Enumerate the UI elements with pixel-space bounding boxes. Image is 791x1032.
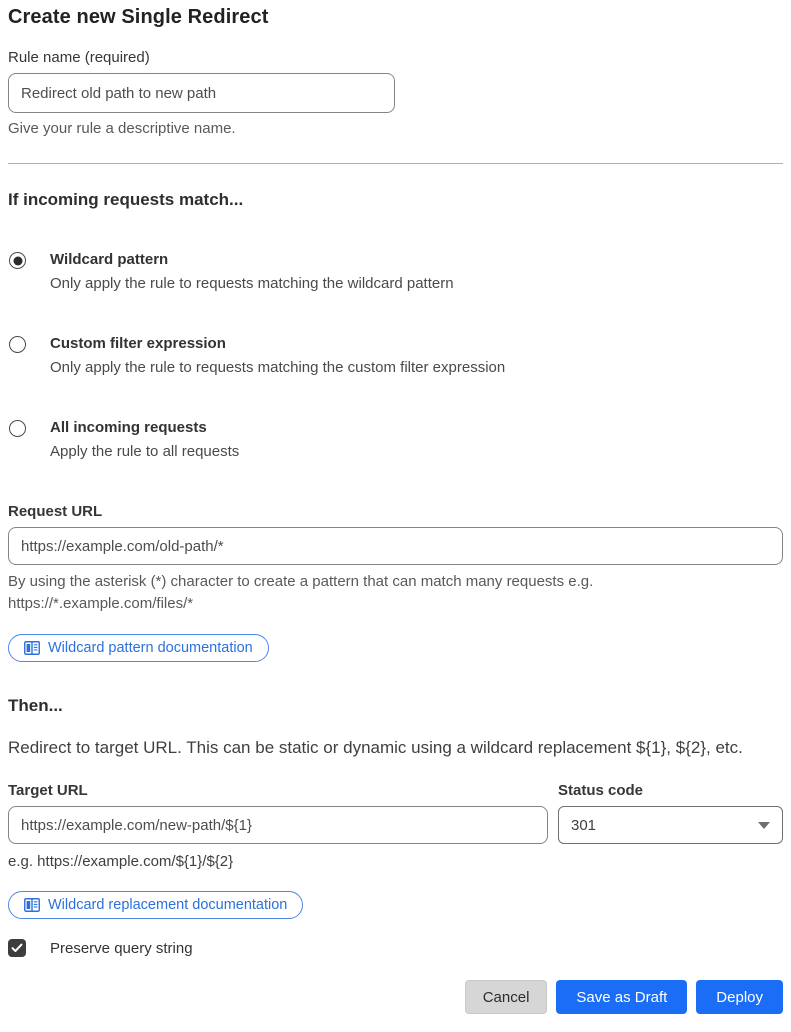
radio-description: Only apply the rule to requests matching the wildcard pattern bbox=[50, 275, 454, 292]
rule-name-help: Give your rule a descriptive name. bbox=[8, 120, 236, 137]
radio-description: Only apply the rule to requests matching the custom filter expression bbox=[50, 359, 506, 376]
target-url-input[interactable] bbox=[8, 806, 548, 844]
wildcard-pattern-docs-button[interactable] bbox=[8, 634, 269, 662]
radio-option-wildcard-pattern[interactable] bbox=[8, 250, 783, 293]
deploy-button[interactable]: Deploy bbox=[696, 980, 783, 1014]
then-description: Redirect to target URL. This can be static or dynamic using a wildcard replacement ${1}, ${2}, etc. bbox=[8, 738, 743, 757]
status-code-label: Status code bbox=[558, 782, 644, 799]
radio-option-custom-filter-expression[interactable] bbox=[8, 334, 783, 377]
save-as-draft-button[interactable]: Save as Draft bbox=[556, 980, 687, 1014]
book-icon bbox=[24, 898, 40, 912]
doc-button-label: Wildcard pattern documentation bbox=[48, 640, 253, 656]
preserve-query-string-label: Preserve query string bbox=[50, 939, 193, 957]
target-url-label: Target URL bbox=[8, 782, 88, 799]
status-code-select[interactable] bbox=[558, 806, 783, 844]
rule-name-label: Rule name (required) bbox=[8, 49, 150, 66]
request-url-label: Request URL bbox=[8, 503, 103, 520]
radio-selected-icon[interactable] bbox=[9, 252, 26, 269]
rule-name-input[interactable] bbox=[8, 73, 395, 113]
radio-description: Apply the rule to all requests bbox=[50, 443, 240, 460]
doc-button-label: Wildcard replacement documentation bbox=[48, 897, 288, 913]
page-title: Create new Single Redirect bbox=[8, 6, 269, 28]
radio-label: All incoming requests bbox=[50, 419, 207, 436]
request-url-help bbox=[8, 571, 783, 615]
radio-unselected-icon[interactable] bbox=[9, 420, 26, 437]
then-section-heading: Then... bbox=[8, 696, 63, 715]
request-url-help-line1: By using the asterisk (*) character to create a pattern that can match many requests e.g. bbox=[8, 573, 594, 590]
radio-unselected-icon[interactable] bbox=[9, 336, 26, 353]
match-section-heading: If incoming requests match... bbox=[8, 190, 244, 209]
book-icon bbox=[24, 641, 40, 655]
request-url-input[interactable] bbox=[8, 527, 783, 565]
cancel-button[interactable]: Cancel bbox=[465, 980, 548, 1014]
section-divider bbox=[8, 163, 783, 164]
radio-option-all-incoming-requests[interactable] bbox=[8, 418, 783, 461]
wildcard-replacement-docs-button[interactable] bbox=[8, 891, 303, 919]
status-code-value: 301 bbox=[571, 816, 597, 834]
preserve-query-string-checkbox-row[interactable] bbox=[8, 939, 783, 957]
request-url-help-line2: https://*.example.com/files/* bbox=[8, 595, 194, 612]
chevron-down-icon bbox=[758, 822, 770, 829]
radio-label: Wildcard pattern bbox=[50, 251, 169, 268]
checkbox-checked-icon[interactable] bbox=[8, 939, 26, 957]
target-url-help: e.g. https://example.com/${1}/${2} bbox=[8, 853, 234, 870]
form-actions bbox=[8, 980, 783, 1014]
radio-label: Custom filter expression bbox=[50, 335, 226, 352]
